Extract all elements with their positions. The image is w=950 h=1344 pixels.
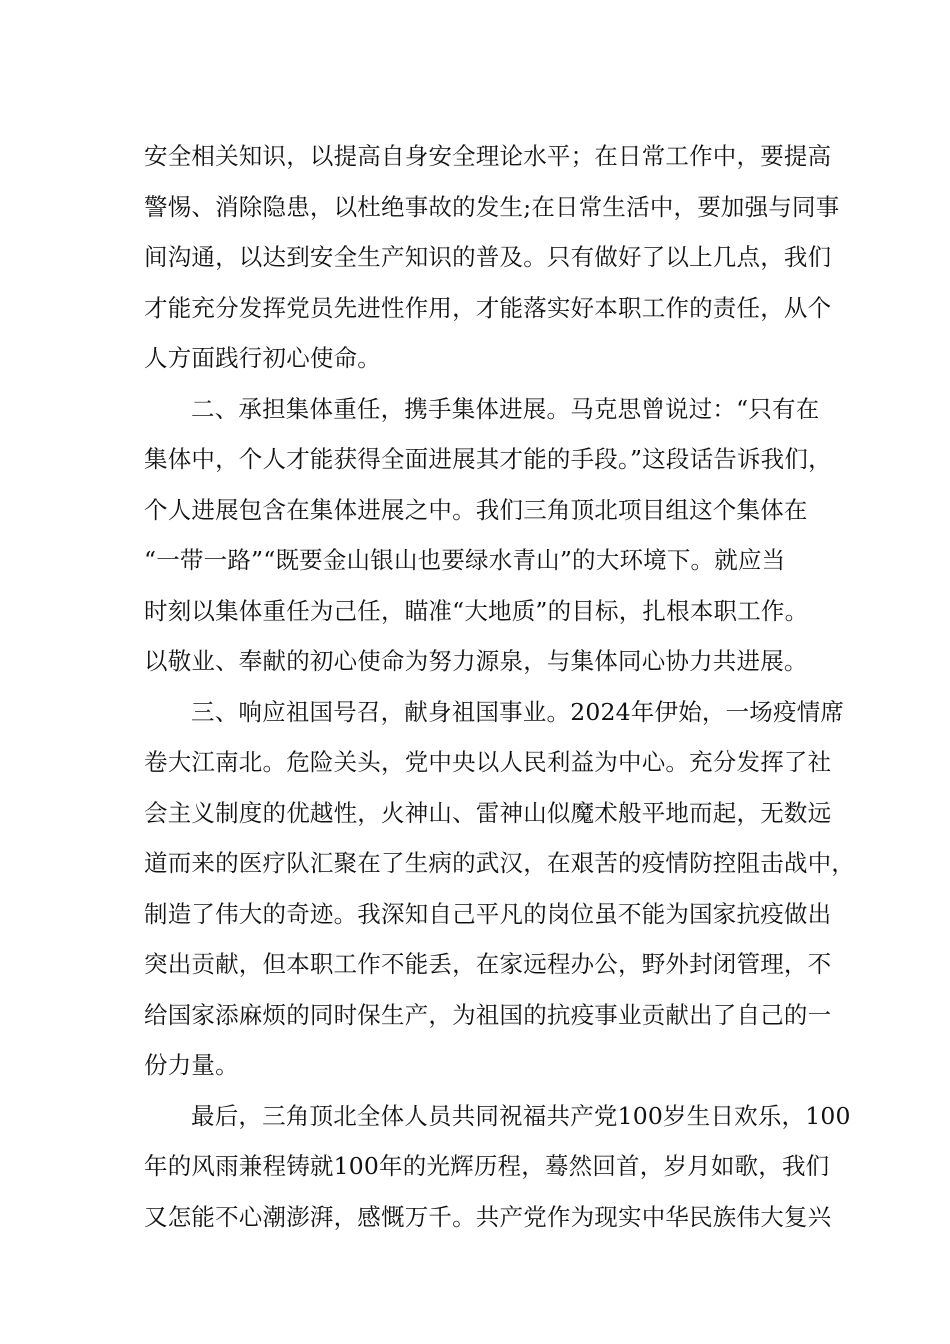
text-line: 人方面践行初心使命。 bbox=[144, 344, 381, 372]
text-line: 时刻以集体重任为己任，瞄准“大地质”的目标，扎根本职工作。 bbox=[144, 596, 809, 625]
text-line: 卷大江南北。危险关头，党中央以人民利益为中心。充分发挥了社 bbox=[144, 748, 832, 776]
paragraph-start-line: 最后，三角顶北全体人员共同祝福共产党100岁生日欢乐，100 bbox=[191, 1101, 851, 1130]
text-line: 年的风雨兼程铸就100年的光辉历程，蓦然回首，岁月如歌，我们 bbox=[144, 1152, 830, 1180]
text-line: 又怎能不心潮澎湃，感慨万千。共产党作为现实中华民族伟大复兴 bbox=[144, 1202, 832, 1231]
text-line: 份力量。 bbox=[144, 1051, 239, 1079]
paragraph-start-line: 二、承担集体重任，携手集体进展。马克思曾说过：“只有在 bbox=[191, 394, 820, 423]
text-line: 给国家添麻烦的同时保生产，为祖国的抗疫事业贡献出了自己的一 bbox=[144, 1000, 832, 1029]
text-line: 道而来的医疗队汇聚在了生病的武汉，在艰苦的疫情防控阻击战中， bbox=[144, 849, 855, 877]
text-line: 以敬业、奉献的初心使命为努力源泉，与集体同心协力共进展。 bbox=[144, 647, 808, 675]
text-line: 制造了伟大的奇迹。我深知自己平凡的岗位虽不能为国家抗疫做出 bbox=[144, 899, 832, 928]
text-line: 间沟通，以达到安全生产知识的普及。只有做好了以上几点，我们 bbox=[144, 243, 832, 271]
text-line: 警惕、消除隐患，以杜绝事故的发生;在日常生活中，要加强与同事 bbox=[144, 192, 840, 221]
text-line: 集体中，个人才能获得全面进展其才能的手段。”这段话告诉我们， bbox=[144, 445, 832, 473]
text-line: 安全相关知识，以提高自身安全理论水平；在日常工作中，要提高 bbox=[144, 142, 832, 170]
document-body bbox=[144, 131, 855, 1242]
paragraph-start-line: 三、响应祖国号召，献身祖国事业。2024年伊始，一场疫情席 bbox=[191, 697, 845, 726]
text-line: 才能充分发挥党员先进性作用，才能落实好本职工作的责任，从个 bbox=[144, 293, 832, 322]
text-line: “一带一路”“既要金山银山也要绿水青山”的大环境下。就应当 bbox=[144, 546, 786, 574]
text-line: 会主义制度的优越性，火神山、雷神山似魔术般平地而起，无数远 bbox=[144, 798, 832, 827]
text-line: 突出贡献，但本职工作不能丢，在家远程办公，野外封闭管理，不 bbox=[144, 950, 832, 978]
text-line: 个人进展包含在集体进展之中。我们三角顶北项目组这个集体在 bbox=[144, 495, 808, 524]
